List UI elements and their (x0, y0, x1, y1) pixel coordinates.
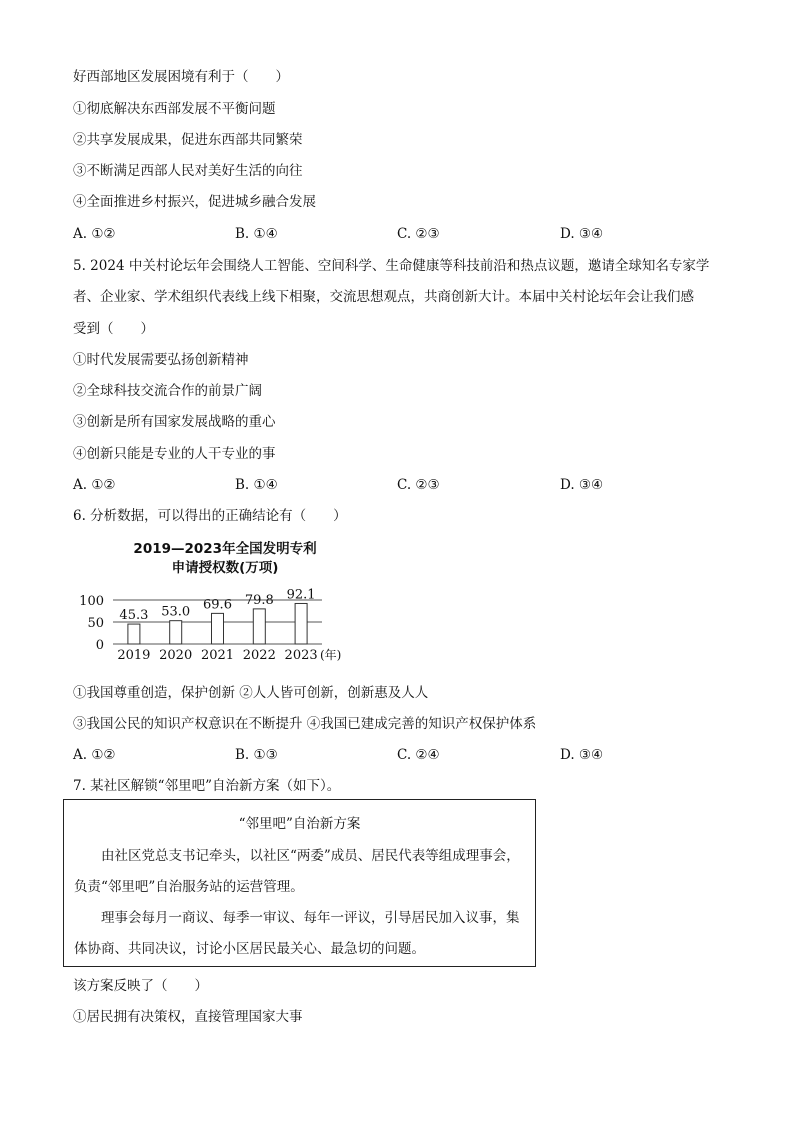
chart-subtitle: 申请授权数(万项) (171, 560, 279, 576)
x-tick-label: 2022 (242, 648, 276, 663)
q4-stem: 好西部地区发展困境有利于（ ） (73, 69, 289, 85)
q5-option-c[interactable]: C. ②③ (397, 477, 440, 493)
x-tick-label: 2019 (117, 648, 151, 663)
q6-option-d[interactable]: D. ③④ (560, 747, 604, 763)
q5-stem-line-2: 者、企业家、学术组织代表线上线下相聚，交流思想观点，共商创新大计。本届中关村论坛年会让我们感 (73, 289, 694, 305)
bar-value-label: 45.3 (119, 608, 149, 624)
q4-option-b[interactable]: B. ①④ (235, 226, 278, 242)
bar-value-label: 92.1 (286, 587, 316, 603)
q5-stem-line-1: 5. 2024 中关村论坛年会围绕人工智能、空间科学、生命健康等科技前沿和热点议题，邀请全球知名专家学 (73, 258, 710, 274)
q4-option-a[interactable]: A. ①② (73, 226, 116, 242)
q7-after: 该方案反映了（ ） (73, 978, 208, 994)
scheme-box-line-4: 体协商、共同决议，讨论小区居民最关心、最急切的问题。 (74, 941, 425, 957)
x-unit-label: (年) (320, 648, 342, 662)
q4-option-d[interactable]: D. ③④ (560, 226, 604, 242)
x-tick-label: 2020 (159, 648, 193, 663)
q5-option-d[interactable]: D. ③④ (560, 477, 604, 493)
x-tick-label: 2023 (284, 648, 318, 663)
q5-item-3: ③创新是所有国家发展战略的重心 (73, 414, 276, 430)
bar-value-label: 79.8 (244, 592, 274, 608)
bar-2020 (170, 621, 182, 644)
q4-item-4: ④全面推进乡村振兴，促进城乡融合发展 (73, 194, 316, 210)
q6-stem: 6. 分析数据，可以得出的正确结论有（ ） (73, 508, 347, 524)
bar-2021 (212, 613, 224, 644)
q4-item-3: ③不断满足西部人民对美好生活的向往 (73, 163, 303, 179)
chart-title: 2019—2023年全国发明专利 (133, 541, 317, 557)
scheme-box (63, 799, 536, 967)
scheme-box-line-1: 由社区党总支书记牵头，以社区“两委”成员、居民代表等组成理事会， (101, 848, 520, 864)
bar-2022 (253, 609, 265, 644)
bar-2023 (295, 603, 307, 644)
scheme-box-line-2: 负责“邻里吧”自治服务站的运营管理。 (74, 879, 304, 895)
q5-item-4: ④创新只能是专业的人干专业的事 (73, 446, 276, 462)
q5-item-1: ①时代发展需要弘扬创新精神 (73, 352, 249, 368)
q6-option-b[interactable]: B. ①③ (235, 747, 278, 763)
q6-item-row-2: ③我国公民的知识产权意识在不断提升 ④我国已建成完善的知识产权保护体系 (73, 716, 537, 732)
q4-option-c[interactable]: C. ②③ (397, 226, 440, 242)
y-tick-label: 0 (95, 638, 104, 653)
q7-item-1: ①居民拥有决策权，直接管理国家大事 (73, 1009, 303, 1025)
q4-item-1: ①彻底解决东西部发展不平衡问题 (73, 101, 276, 117)
q5-item-2: ②全球科技交流合作的前景广阔 (73, 383, 262, 399)
q5-stem-line-3: 受到（ ） (73, 321, 154, 337)
bar-2019 (128, 624, 140, 644)
q6-option-c[interactable]: C. ②④ (397, 747, 440, 763)
scheme-box-title: “邻里吧”自治新方案 (238, 816, 361, 832)
q4-item-2: ②共享发展成果，促进东西部共同繁荣 (73, 132, 303, 148)
scheme-box-line-3: 理事会每月一商议、每季一审议、每年一评议，引导居民加入议事，集 (101, 910, 520, 926)
q6-option-a[interactable]: A. ①② (73, 747, 116, 763)
bar-value-label: 53.0 (161, 604, 191, 620)
q6-item-row-1: ①我国尊重创造，保护创新 ②人人皆可创新，创新惠及人人 (73, 685, 429, 701)
y-tick-label: 50 (87, 616, 104, 631)
q7-stem: 7. 某社区解锁“邻里吧”自治新方案（如下）。 (73, 778, 341, 794)
bar-value-label: 69.6 (203, 597, 232, 613)
y-tick-label: 100 (79, 594, 104, 609)
q5-option-a[interactable]: A. ①② (73, 477, 116, 493)
x-tick-label: 2021 (200, 648, 235, 663)
q5-option-b[interactable]: B. ①④ (235, 477, 278, 493)
